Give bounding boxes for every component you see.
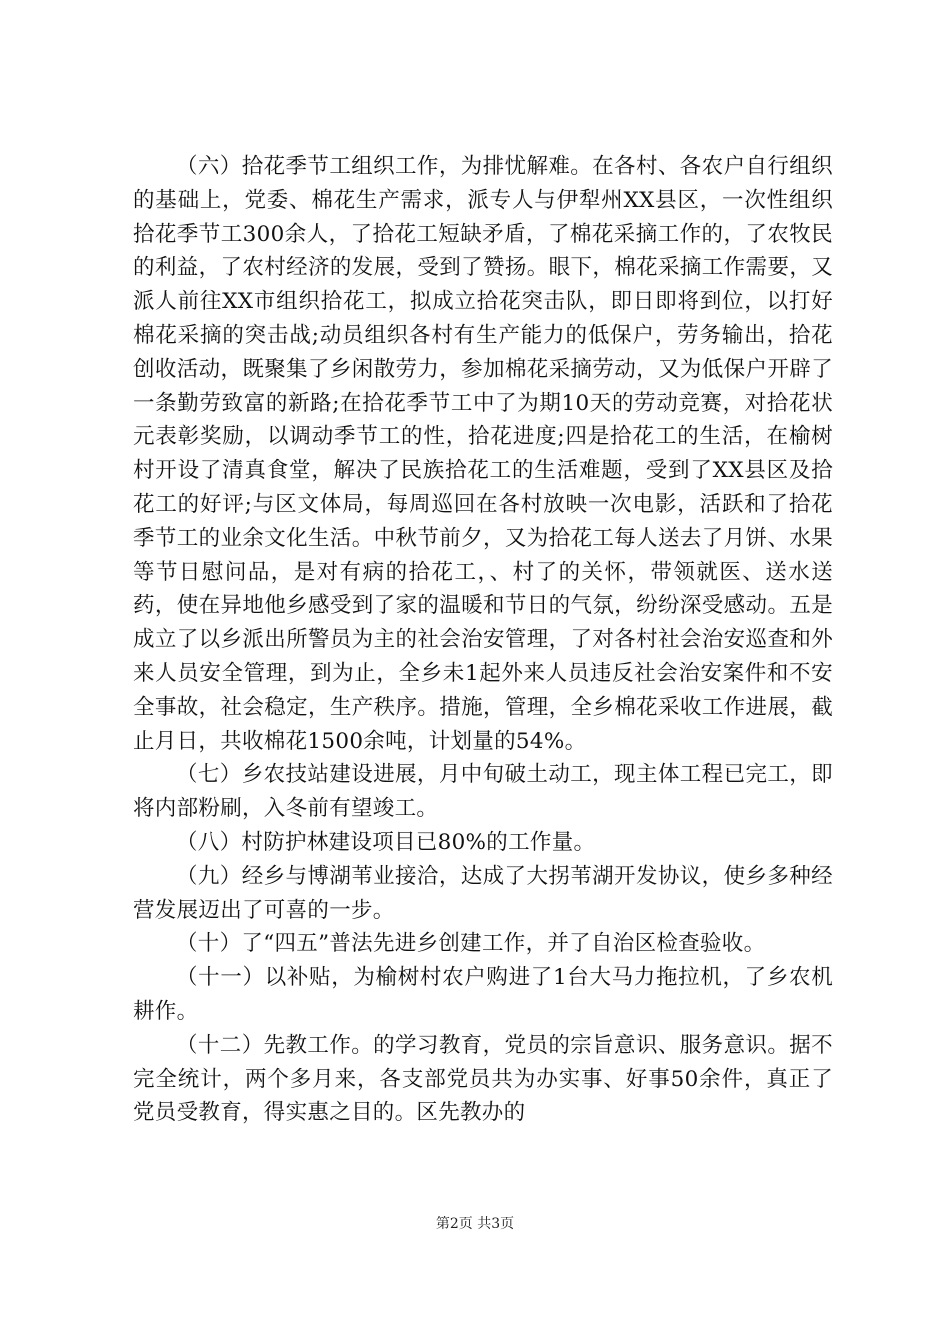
paragraph-10: （十）了“四五”普法先进乡创建工作，并了自治区检查验收。 bbox=[176, 931, 766, 957]
paragraph-7: （七）乡农技站建设进展，月中旬破土动工，现主体工程已完工，即将内部粉刷，入冬前有望竣工。 bbox=[133, 762, 833, 822]
paragraph-6: （六）拾花季节工组织工作，为排忧解难。在各村、各农户自行组织的基础上，党委、棉花生产需求，派专人与伊犁州XX县区，一次性组织拾花季节工300余人，了拾花工短缺矛盾，了棉花采摘工作的，了农牧民的利益，了农村经济的发展，受到了赞扬。眼下，棉花采摘工作需要，又派人前往XX市组织拾花工，拟成立拾花突击队，即日即将到位，以打好棉花采摘的突击战;动员组织各村有生产能力的低保户，劳务输出，拾花创收活动，既聚集了乡闲散劳力，参加棉花采摘劳动，又为低保户开辟了一条勤劳致富的新路;在拾花季节工中了为期10天的劳动竞赛，对拾花状元表彰奖励，以调动季节工的性，拾花进度;四是拾花工的生活，在榆树村开设了清真食堂，解决了民族拾花工的生活难题，受到了XX县区及拾花工的好评;与区文体局，每周巡回在各村放映一次电影，活跃和了拾花季节工的业余文化生活。中秋节前夕，又为拾花工每人送去了月饼、水果等节日慰问品，是对有病的拾花工，、村了的关怀，带领就医、送水送药，使在异地他乡感受到了家的温暖和节日的气氛，纷纷深受感动。五是成立了以乡派出所警员为主的社会治安管理，了对各村社会治安巡查和外来人员安全管理，到为止，全乡未1起外来人员违反社会治安案件和不安全事故，社会稳定，生产秩序。措施，管理，全乡棉花采收工作进展，截止月日，共收棉花1500余吨，计划量的54%。 bbox=[133, 154, 833, 754]
document-body bbox=[133, 150, 833, 1130]
paragraph-12: （十二）先教工作。的学习教育，党员的宗旨意识、服务意识。据不完全统计，两个多月来，各支部党员共为办实事、好事50余件，真正了党员受教育，得实惠之目的。区先教办的 bbox=[133, 1032, 833, 1126]
page-footer: 第2页 共3页 bbox=[435, 1216, 515, 1232]
paragraph-11: （十一）以补贴，为榆树村农户购进了1台大马力拖拉机，了乡农机耕作。 bbox=[133, 965, 833, 1024]
paragraph-9: （九）经乡与博湖苇业接洽，达成了大拐苇湖开发协议，使乡多种经营发展迈出了可喜的一步。 bbox=[133, 863, 833, 923]
paragraph-8: （八）村防护林建设项目已80%的工作量。 bbox=[176, 829, 596, 855]
